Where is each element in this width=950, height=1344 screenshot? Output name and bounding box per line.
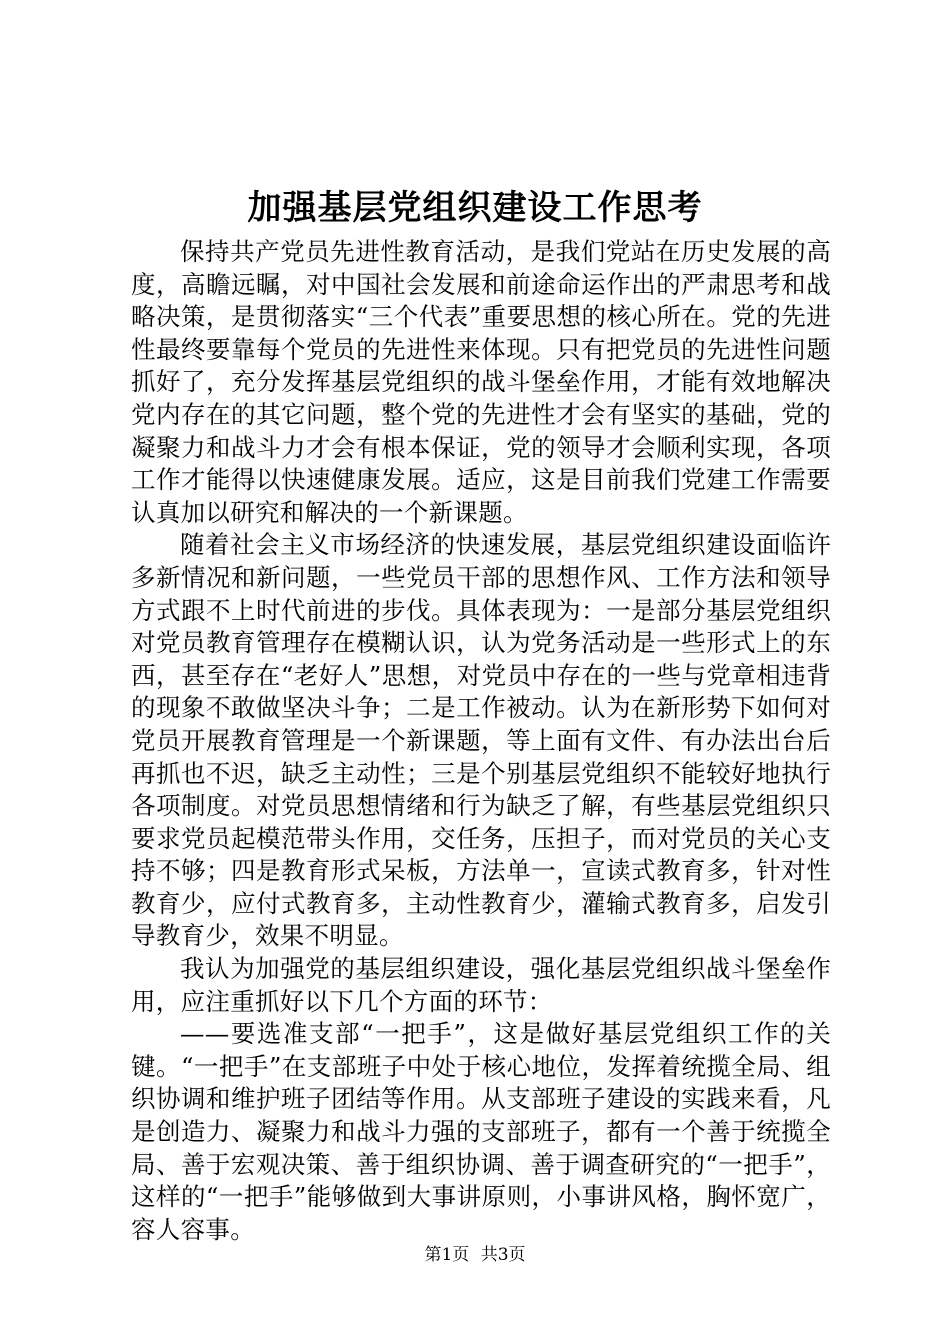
document-title: 加强基层党组织建设工作思考	[247, 188, 703, 228]
page-footer	[0, 1244, 950, 1266]
paragraph-1: 保持共产党员先进性教育活动，是我们党站在历史发展的高度，高瞻远瞩，对中国社会发展和前途命运作出的严肃思考和战略决策，是贯彻落实“三个代表”重要思想的核心所在。党的先进性最终要靠每个党员的先进性来体现。只有把党员的先进性问题抓好了，充分发挥基层党组织的战斗堡垒作用，才能有效地解决党内存在的其它问题，整个党的先进性才会有坚实的基础，党的凝聚力和战斗力才会有根本保证，党的领导才会顺利实现，各项工作才能得以快速健康发展。适应，这是目前我们党建工作需要认真加以研究和解决的一个新课题。	[131, 237, 831, 527]
paragraph-4: ——要选准支部“一把手”，这是做好基层党组织工作的关键。“一把手”在支部班子中处于核心地位，发挥着统揽全局、组织协调和维护班子团结等作用。从支部班子建设的实践来看，凡是创造力、凝聚力和战斗力强的支部班子，都有一个善于统揽全局、善于宏观决策、善于组织协调、善于调查研究的“一把手”，这样的“一把手”能够做到大事讲原则，小事讲风格，胸怀宽广，容人容事。	[131, 1019, 831, 1244]
page-number-current: 第1页	[424, 1245, 470, 1265]
paragraph-3: 我认为加强党的基层组织建设，强化基层党组织战斗堡垒作用，应注重抓好以下几个方面的环节：	[131, 954, 831, 1016]
paragraph-2: 随着社会主义市场经济的快速发展，基层党组织建设面临许多新情况和新问题，一些党员干部的思想作风、工作方法和领导方式跟不上时代前进的步伐。具体表现为：一是部分基层党组织对党员教育管理存在模糊认识，认为党务活动是一些形式上的东西，甚至存在“老好人”思想，对党员中存在的一些与党章相违背的现象不敢做坚决斗争；二是工作被动。认为在新形势下如何对党员开展教育管理是一个新课题，等上面有文件、有办法出台后再抓也不迟，缺乏主动性；三是个别基层党组织不能较好地执行各项制度。对党员思想情绪和行为缺乏了解，有些基层党组织只要求党员起模范带头作用，交任务，压担子，而对党员的关心支持不够；四是教育形式呆板，方法单一，宣读式教育多，针对性教育少，应付式教育多，主动性教育少，灌输式教育多，启发引导教育少，效果不明显。	[131, 530, 831, 951]
page-number-total: 共3页	[480, 1245, 526, 1265]
document-body	[131, 236, 831, 1246]
